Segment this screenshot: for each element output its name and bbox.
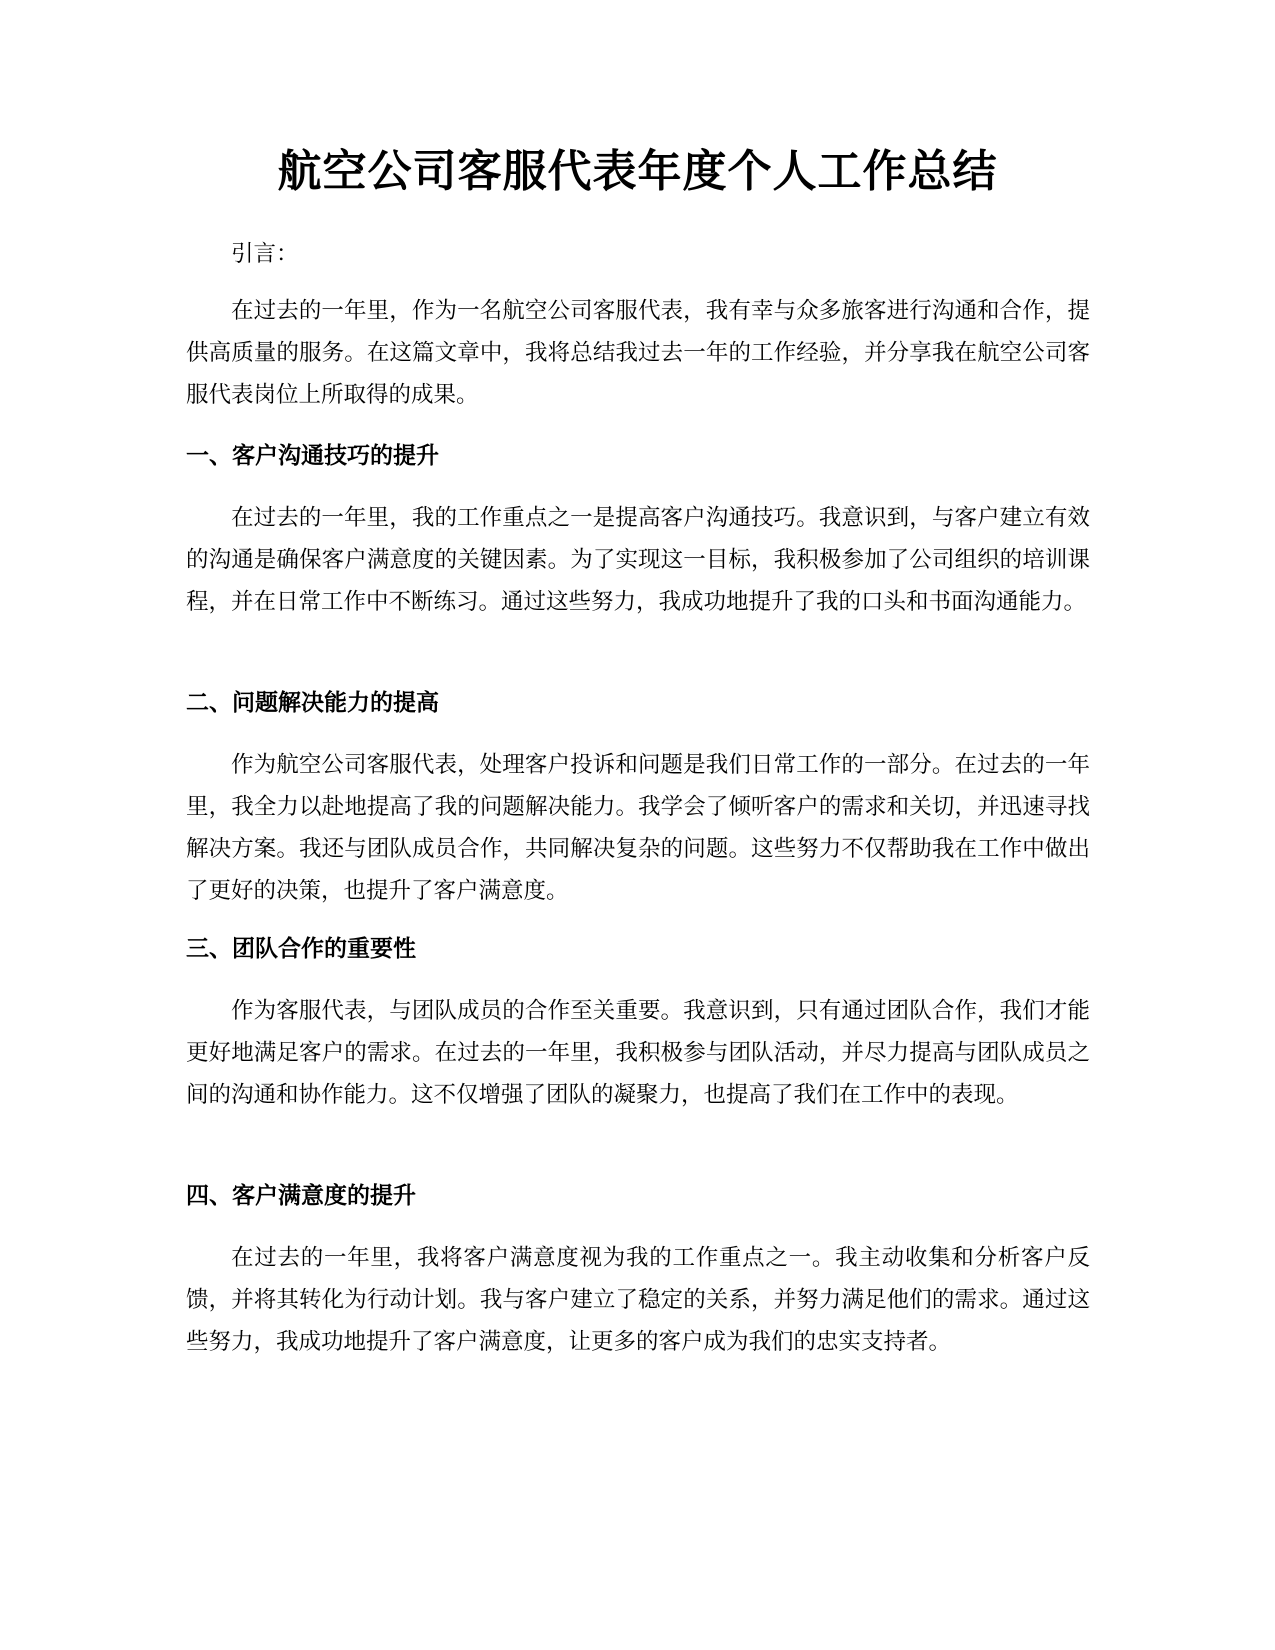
intro-label: 引言： (231, 241, 299, 267)
section-paragraph-1: 在过去的一年里，我的工作重点之一是提高客户沟通技巧。我意识到，与客户建立有效的沟通是确保客户满意度的关键因素。为了实现这一目标，我积极参加了公司组织的培训课程，并在日常工作中不断练习。通过这些努力，我成功地提升了我的口头和书面沟通能力。 (186, 505, 1090, 615)
section-paragraph-2: 作为航空公司客服代表，处理客户投诉和问题是我们日常工作的一部分。在过去的一年里，我全力以赴地提高了我的问题解决能力。我学会了倾听客户的需求和关切，并迅速寻找解决方案。我还与团队成员合作，共同解决复杂的问题。这些努力不仅帮助我在工作中做出了更好的决策，也提升了客户满意度。 (186, 752, 1090, 904)
section-heading-2: 二、问题解决能力的提高 (186, 690, 439, 716)
section-heading-3: 三、团队合作的重要性 (186, 936, 416, 962)
section-paragraph-4: 在过去的一年里，我将客户满意度视为我的工作重点之一。我主动收集和分析客户反馈，并将其转化为行动计划。我与客户建立了稳定的关系，并努力满足他们的需求。通过这些努力，我成功地提升了客户满意度，让更多的客户成为我们的忠实支持者。 (186, 1245, 1090, 1355)
section-heading-1: 一、客户沟通技巧的提升 (186, 443, 439, 469)
section-paragraph-3: 作为客服代表，与团队成员的合作至关重要。我意识到，只有通过团队合作，我们才能更好地满足客户的需求。在过去的一年里，我积极参与团队活动，并尽力提高与团队成员之间的沟通和协作能力。这不仅增强了团队的凝聚力，也提高了我们在工作中的表现。 (186, 998, 1090, 1108)
document-title: 航空公司客服代表年度个人工作总结 (277, 146, 998, 197)
section-heading-4: 四、客户满意度的提升 (186, 1183, 416, 1209)
intro-paragraph: 在过去的一年里，作为一名航空公司客服代表，我有幸与众多旅客进行沟通和合作，提供高质量的服务。在这篇文章中，我将总结我过去一年的工作经验，并分享我在航空公司客服代表岗位上所取得的成果。 (186, 298, 1090, 408)
